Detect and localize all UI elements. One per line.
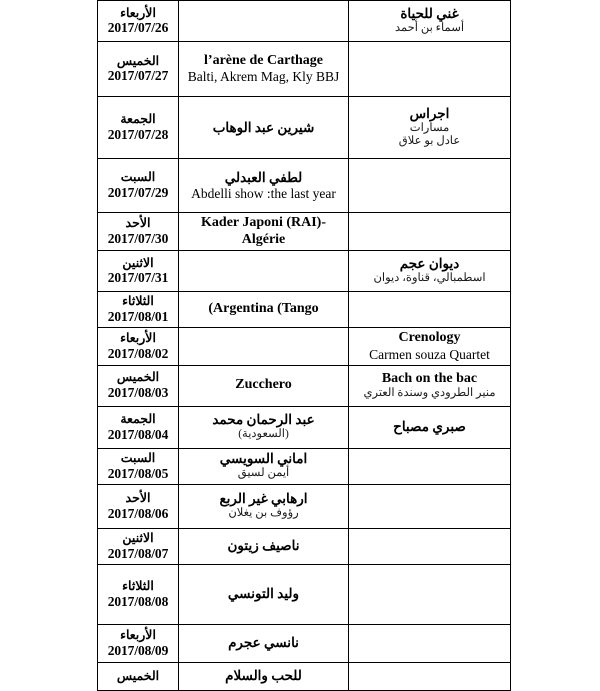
date-weekday: الخميس [116, 370, 160, 385]
table-row [98, 365, 511, 406]
cell-artist-event [179, 662, 349, 690]
cell-date [98, 406, 179, 448]
date-weekday: الخميس [116, 53, 160, 68]
cell-artist-event [179, 97, 349, 159]
cell-venue-program-title: صبري مصباح [393, 419, 466, 435]
cell-artist-event-title: للحب والسلام [225, 668, 302, 684]
cell-artist-event [179, 406, 349, 448]
date-value: 2017/07/28 [107, 126, 169, 142]
table-row [98, 292, 511, 328]
date-value: 2017/08/05 [107, 465, 169, 481]
cell-artist-event [179, 624, 349, 662]
date-value: 2017/07/29 [107, 184, 169, 200]
table-row [98, 251, 511, 292]
date-weekday: الأربعاء [120, 5, 156, 20]
cell-artist-event [179, 251, 349, 292]
cell-date [98, 624, 179, 662]
cell-venue-program [349, 484, 511, 528]
date-weekday: الجمعة [120, 411, 156, 426]
cell-date [98, 484, 179, 528]
table-row [98, 327, 511, 365]
cell-artist-event [179, 448, 349, 484]
date-value: 2017/08/01 [107, 308, 169, 324]
cell-date [98, 159, 179, 213]
cell-venue-program-subtitle: مسارات [409, 121, 450, 134]
date-value: 2017/08/08 [107, 593, 169, 609]
cell-date [98, 662, 179, 690]
date-weekday: الأربعاء [120, 627, 156, 642]
cell-venue-program-subtitle: أسماء بن أحمد [394, 22, 465, 35]
cell-venue-program [349, 251, 511, 292]
cell-artist-event [179, 564, 349, 624]
cell-artist-event [179, 42, 349, 97]
cell-venue-program [349, 406, 511, 448]
cell-venue-program-title: اجراس [409, 105, 450, 121]
cell-venue-program [349, 213, 511, 251]
date-weekday: الثلاثاء [122, 294, 154, 309]
cell-venue-program [349, 42, 511, 97]
schedule-table [97, 0, 511, 691]
cell-date [98, 42, 179, 97]
table-row [98, 159, 511, 213]
table-row [98, 406, 511, 448]
date-value: 2017/08/04 [107, 426, 169, 442]
schedule-table-wrapper [98, 0, 511, 691]
cell-date [98, 365, 179, 406]
cell-venue-program-title: Bach on the bac [381, 370, 478, 386]
table-row [98, 42, 511, 97]
cell-artist-event [179, 292, 349, 328]
cell-artist-event [179, 159, 349, 213]
cell-artist-event-title: ناصيف زيتون [227, 538, 300, 554]
cell-venue-program-subtitle: اسطمبالي، قناوة، ديوان [373, 272, 486, 285]
cell-venue-program [349, 365, 511, 406]
cell-artist-event-title: ارهابي غير الربع [219, 491, 308, 507]
cell-artist-event [179, 327, 349, 365]
cell-artist-event-subtitle: أيمن لسيق [237, 467, 290, 480]
table-row [98, 564, 511, 624]
table-row [98, 484, 511, 528]
cell-artist-event-subtitle: Abdelli show :the last year [191, 185, 336, 201]
date-weekday: السبت [120, 170, 156, 185]
cell-venue-program-subtitle: منير الطرودي وسندة العتري [363, 387, 496, 400]
cell-artist-event [179, 1, 349, 42]
cell-date [98, 564, 179, 624]
date-value: 2017/08/09 [107, 642, 169, 658]
cell-artist-event-title: وليد التونسي [227, 586, 300, 602]
cell-artist-event-title: Zucchero [235, 377, 292, 393]
cell-venue-program-subtitle: عادل بو علاق [398, 135, 461, 148]
date-value: 2017/07/27 [107, 68, 169, 84]
table-row [98, 662, 511, 690]
date-weekday: الخميس [116, 668, 160, 683]
cell-artist-event-title: لطفي العبدلي [224, 169, 303, 185]
cell-artist-event-title: اماني السويسي [219, 451, 308, 467]
cell-venue-program [349, 528, 511, 564]
cell-venue-program [349, 159, 511, 213]
cell-artist-event-subtitle: Balti, Akrem Mag, Kly BBJ [187, 69, 340, 85]
table-row [98, 1, 511, 42]
cell-venue-program [349, 624, 511, 662]
cell-venue-program [349, 327, 511, 365]
date-value: 2017/07/30 [107, 230, 169, 246]
cell-venue-program [349, 564, 511, 624]
date-value: 2017/08/03 [107, 385, 169, 401]
date-weekday: الأحد [125, 490, 151, 505]
cell-artist-event-title: l’arène de Carthage [204, 52, 323, 68]
cell-date [98, 97, 179, 159]
cell-artist-event-title: عبد الرحمان محمد [212, 412, 315, 428]
cell-date [98, 251, 179, 292]
date-weekday: السبت [120, 450, 156, 465]
table-row [98, 448, 511, 484]
cell-venue-program-title: ديوان عجم [399, 256, 460, 272]
cell-venue-program-subtitle: Carmen souza Quartet [369, 346, 490, 362]
cell-artist-event [179, 528, 349, 564]
cell-artist-event-subtitle: رؤوف بن يغلان [228, 507, 299, 520]
date-value: 2017/08/02 [107, 345, 169, 361]
schedule-table-body [98, 1, 511, 691]
date-weekday: الثلاثاء [122, 578, 154, 593]
date-weekday: الاثنين [122, 530, 154, 545]
cell-venue-program [349, 1, 511, 42]
table-row [98, 624, 511, 662]
cell-artist-event-title: نانسي عجرم [228, 635, 299, 651]
cell-date [98, 327, 179, 365]
cell-date [98, 292, 179, 328]
date-value: 2017/08/06 [107, 505, 169, 521]
cell-artist-event [179, 213, 349, 251]
cell-artist-event-title: (Argentina (Tango [208, 301, 319, 317]
date-weekday: الأربعاء [120, 330, 156, 345]
cell-artist-event-title: شيرين عبد الوهاب [212, 119, 315, 135]
date-value: 2017/07/26 [107, 20, 169, 36]
date-value: 2017/07/31 [107, 270, 169, 286]
table-row [98, 213, 511, 251]
cell-artist-event-title: Kader Japoni (RAI)-Algérie [201, 215, 326, 247]
cell-artist-event [179, 365, 349, 406]
date-weekday: الأحد [125, 216, 151, 231]
table-row [98, 97, 511, 159]
cell-date [98, 1, 179, 42]
cell-artist-event [179, 484, 349, 528]
cell-venue-program [349, 662, 511, 690]
cell-venue-program [349, 97, 511, 159]
date-weekday: الاثنين [122, 255, 154, 270]
table-row [98, 528, 511, 564]
cell-venue-program-title: غني للحياة [400, 6, 459, 22]
cell-venue-program [349, 292, 511, 328]
date-weekday: الجمعة [120, 112, 156, 127]
cell-artist-event-subtitle: (السعودية) [238, 428, 289, 441]
cell-venue-program [349, 448, 511, 484]
cell-venue-program-title: Crenology [398, 329, 461, 345]
cell-date [98, 528, 179, 564]
date-value: 2017/08/07 [107, 545, 169, 561]
cell-date [98, 448, 179, 484]
cell-date [98, 213, 179, 251]
